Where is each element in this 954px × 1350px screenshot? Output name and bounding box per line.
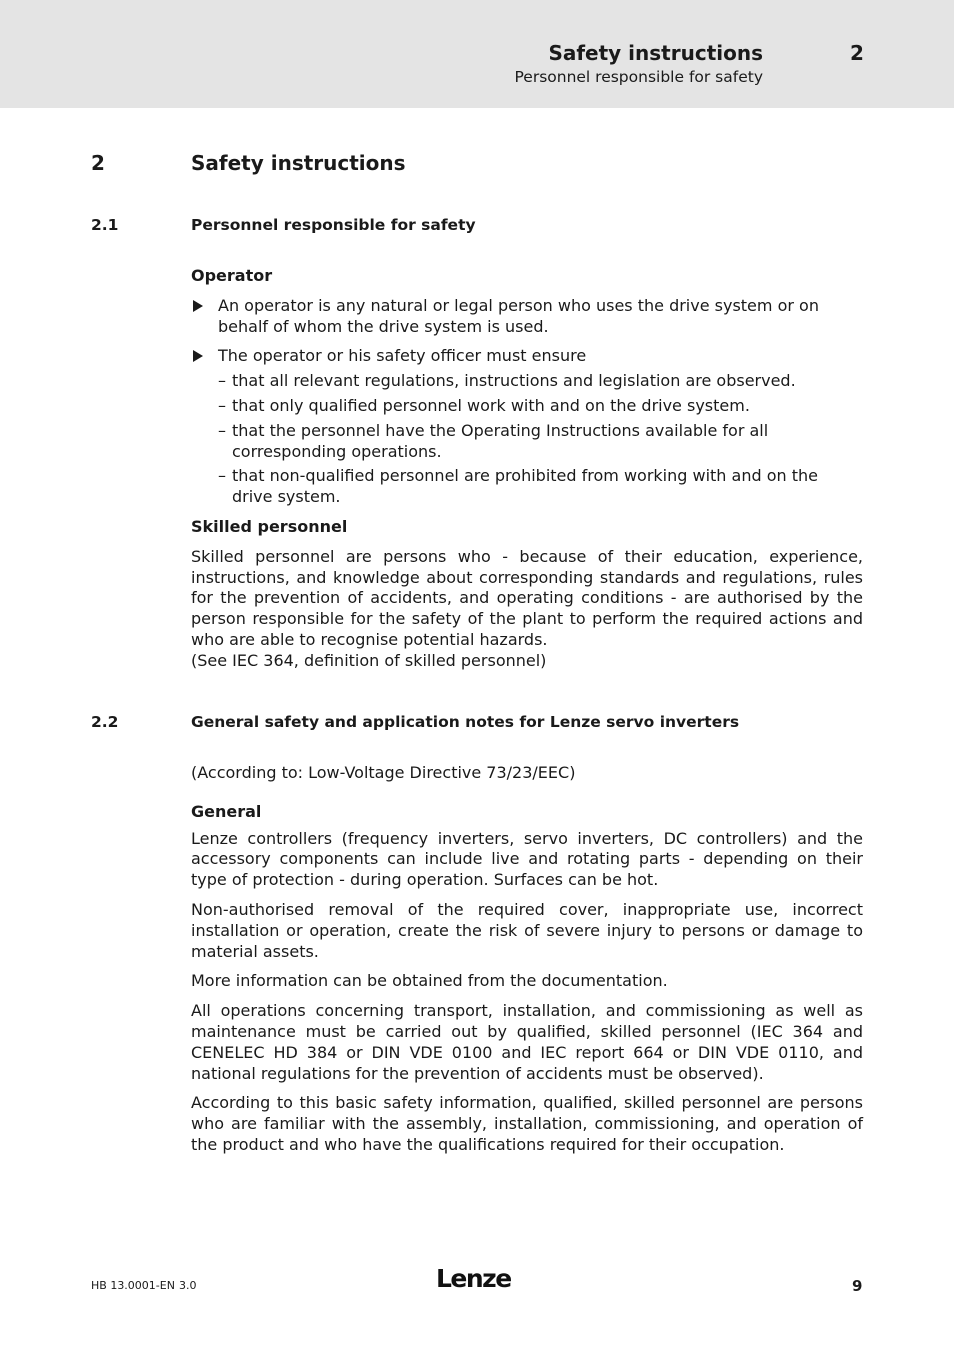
dash-marker: – bbox=[218, 466, 226, 486]
section-2-1-number: 2.1 bbox=[91, 216, 119, 234]
skilled-heading: Skilled personnel bbox=[191, 516, 348, 536]
triangle-bullet-icon bbox=[193, 350, 203, 362]
page-number: 9 bbox=[852, 1277, 863, 1295]
operator-block bbox=[191, 266, 863, 672]
section-2-1-title: Personnel responsible for safety bbox=[191, 216, 476, 234]
list-item bbox=[191, 296, 863, 338]
header-title: Safety instructions bbox=[548, 41, 763, 65]
skilled-text: Skilled personnel are persons who - because of their education, experience, instructions, and knowledge about corresponding standards and regulations, rules for the prevention of accidents, and operating conditions - are authorised by the person responsible for the safety of the plant to perform the required actions and who are able to recognise potential hazards. bbox=[191, 546, 863, 649]
dash-marker: – bbox=[218, 420, 226, 440]
dash-text: that only qualified personnel work with and on the drive system. bbox=[232, 395, 750, 415]
footer-version: 3.0 bbox=[179, 1279, 197, 1292]
lenze-logo: Lenze bbox=[436, 1264, 511, 1293]
header-subtitle: Personnel responsible for safety bbox=[514, 68, 763, 86]
general-paragraph: More information can be obtained from the documentation. bbox=[191, 971, 668, 991]
list-item bbox=[191, 371, 863, 392]
dash-text: that non-qualified personnel are prohibited from working with and on the drive system. bbox=[232, 466, 818, 507]
general-paragraph: According to this basic safety information, qualified, skilled personnel are persons who are familiar with the assembly, installation, commissioning, and operation of the product and who have the qualifications required for their occupation. bbox=[191, 1093, 863, 1154]
bullet-text: The operator or his safety officer must ensure bbox=[218, 346, 587, 366]
section-2-2-title: General safety and application notes for Lenze servo inverters bbox=[191, 713, 740, 731]
header-chapter-number: 2 bbox=[850, 41, 864, 65]
list-item bbox=[191, 396, 863, 417]
triangle-bullet-icon bbox=[193, 300, 203, 312]
general-paragraph: Non-authorised removal of the required cover, inappropriate use, incorrect installation or operation, create the risk of severe injury to persons or damage to material assets. bbox=[191, 899, 863, 961]
skilled-reference: (See IEC 364, definition of skilled personnel) bbox=[191, 650, 547, 670]
header-band bbox=[0, 0, 954, 108]
list-item bbox=[191, 466, 863, 508]
dash-marker: – bbox=[218, 371, 226, 391]
chapter-number: 2 bbox=[91, 151, 105, 175]
general-heading: General bbox=[191, 801, 262, 821]
bullet-text: An operator is any natural or legal person who uses the drive system or on behalf of whom the drive system is used. bbox=[218, 295, 819, 336]
dash-text: that all relevant regulations, instructions and legislation are observed. bbox=[232, 371, 796, 391]
footer-doc-id: HB 13.0001-EN bbox=[91, 1279, 175, 1292]
general-paragraph: Lenze controllers (frequency inverters, servo inverters, DC controllers) and the accessory components can include live and rotating parts - depending on their type of protection - during operation. Surfaces can be hot. bbox=[191, 828, 863, 890]
chapter-title: Safety instructions bbox=[191, 151, 406, 175]
dash-marker: – bbox=[218, 395, 226, 415]
section-2-2-number: 2.2 bbox=[91, 713, 119, 731]
according-text: (According to: Low-Voltage Directive 73/23/EEC) bbox=[191, 763, 576, 782]
operator-heading: Operator bbox=[191, 266, 273, 285]
general-block bbox=[191, 763, 863, 1156]
list-item bbox=[191, 346, 863, 367]
dash-text: that the personnel have the Operating Instructions available for all corresponding operations. bbox=[232, 420, 769, 461]
general-paragraph: All operations concerning transport, installation, and commissioning as well as maintenance must be carried out by qualified, skilled personnel (IEC 364 and CENELEC HD 384 or DIN VDE 0100 and IEC report 664 or DIN VDE 0110, and national regulations for the prevention of accidents must be observed). bbox=[191, 1001, 863, 1083]
list-item bbox=[191, 421, 863, 463]
